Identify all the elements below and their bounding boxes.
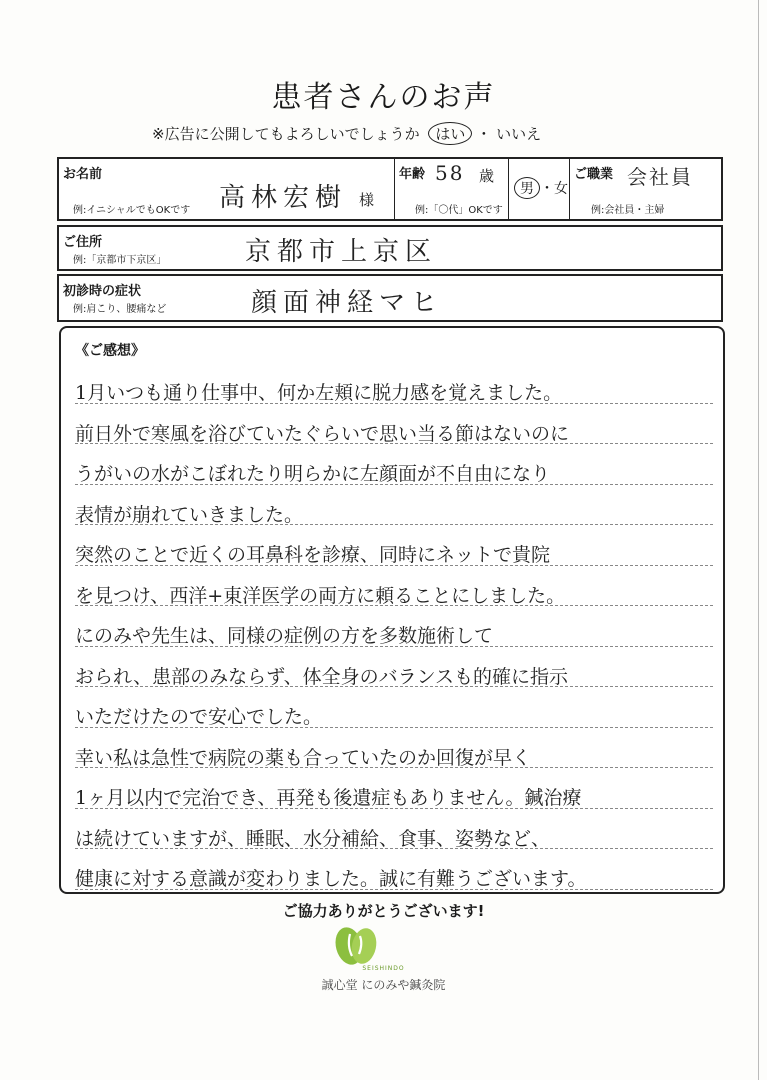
comment-line: うがいの水がこぼれたり明らかに左顔面が不自由になり: [75, 463, 551, 485]
consent-question: ※広告に公開してもよろしいでしょうか: [152, 125, 420, 143]
comment-line: いただけたので安心でした。: [75, 706, 323, 728]
comment-line: を見つけ、西洋+東洋医学の両方に頼ることにしました。: [75, 584, 566, 607]
address-label: ご住所: [63, 235, 103, 250]
symptom-label: 初診時の症状: [63, 284, 142, 299]
thanks-message: ご協力ありがとうございます!: [282, 902, 485, 920]
comment-line: おられ、患部のみならず、体全身のバランスも的確に指示: [75, 665, 569, 688]
name-label: お名前: [63, 167, 103, 182]
name-example: 例:イニシャルでもOKです: [73, 205, 191, 216]
comment-line: 健康に対する意識が変わりました。誠に有難うございます。: [75, 868, 587, 890]
gender-female: 女: [554, 181, 568, 197]
gender-male-circled: 男: [514, 177, 540, 199]
gender-selector: [514, 177, 568, 199]
comment-line: 前日外で寒風を浴びていたぐらいで思い当る節はないのに: [75, 422, 570, 445]
comment-line: 突然のことで近くの耳鼻科を診療、同時にネットで貴院: [75, 544, 551, 566]
comment-line: 幸い私は急性で病院の薬も合っていたのか回復が早く: [75, 746, 532, 769]
symptom-example: 例:肩こり、腰痛など: [73, 304, 167, 315]
clinic-name: 誠心堂 にのみや鍼灸院: [321, 978, 446, 992]
address-row: [57, 225, 723, 271]
consent-no: いいえ: [496, 125, 542, 143]
job-example: 例:会社員・主婦: [591, 205, 665, 216]
name-age-job-row: [57, 157, 723, 221]
publish-consent: [152, 122, 541, 145]
comment-line: 1月いつも通り仕事中、何か左頬に脱力感を覚えました。: [75, 382, 563, 404]
age-unit: 歳: [479, 167, 495, 185]
comment-line: 表情が崩れていきました。: [75, 503, 304, 526]
gender-separator: ・: [540, 181, 554, 197]
symptom-row: [57, 274, 723, 322]
comment-heading: 《ご感想》: [75, 343, 145, 359]
comment-line: 1ヶ月以内で完治でき、再発も後遺症もありません。鍼治療: [75, 787, 582, 809]
divider: [508, 159, 509, 219]
logo-text: SEISHINDO: [362, 965, 405, 972]
age-label: 年齢: [399, 167, 426, 182]
consent-separator: ・: [476, 125, 492, 143]
comment-line: は続けていますが、睡眠、水分補給、食事、姿勢など、: [75, 827, 551, 850]
comment-line: にのみや先生は、同様の症例の方を多数施術して: [75, 625, 494, 647]
age-value: 58: [435, 161, 465, 185]
address-value: 京都市上京区: [245, 237, 438, 267]
name-value: 高林宏樹: [219, 183, 348, 213]
name-suffix: 様: [359, 191, 375, 209]
divider: [569, 159, 570, 219]
clinic-logo-icon: [333, 922, 379, 968]
job-label: ご職業: [574, 167, 614, 182]
symptom-value: 顔面神経マヒ: [251, 288, 444, 318]
age-example: 例:「〇代」OKです: [415, 205, 503, 216]
consent-yes-circled: はい: [428, 122, 472, 145]
job-value: 会社員: [627, 165, 693, 189]
page-title: 患者さんのお声: [271, 80, 496, 115]
comment-box: [59, 326, 725, 894]
address-example: 例:「京都市下京区」: [73, 255, 167, 266]
divider: [394, 159, 395, 219]
